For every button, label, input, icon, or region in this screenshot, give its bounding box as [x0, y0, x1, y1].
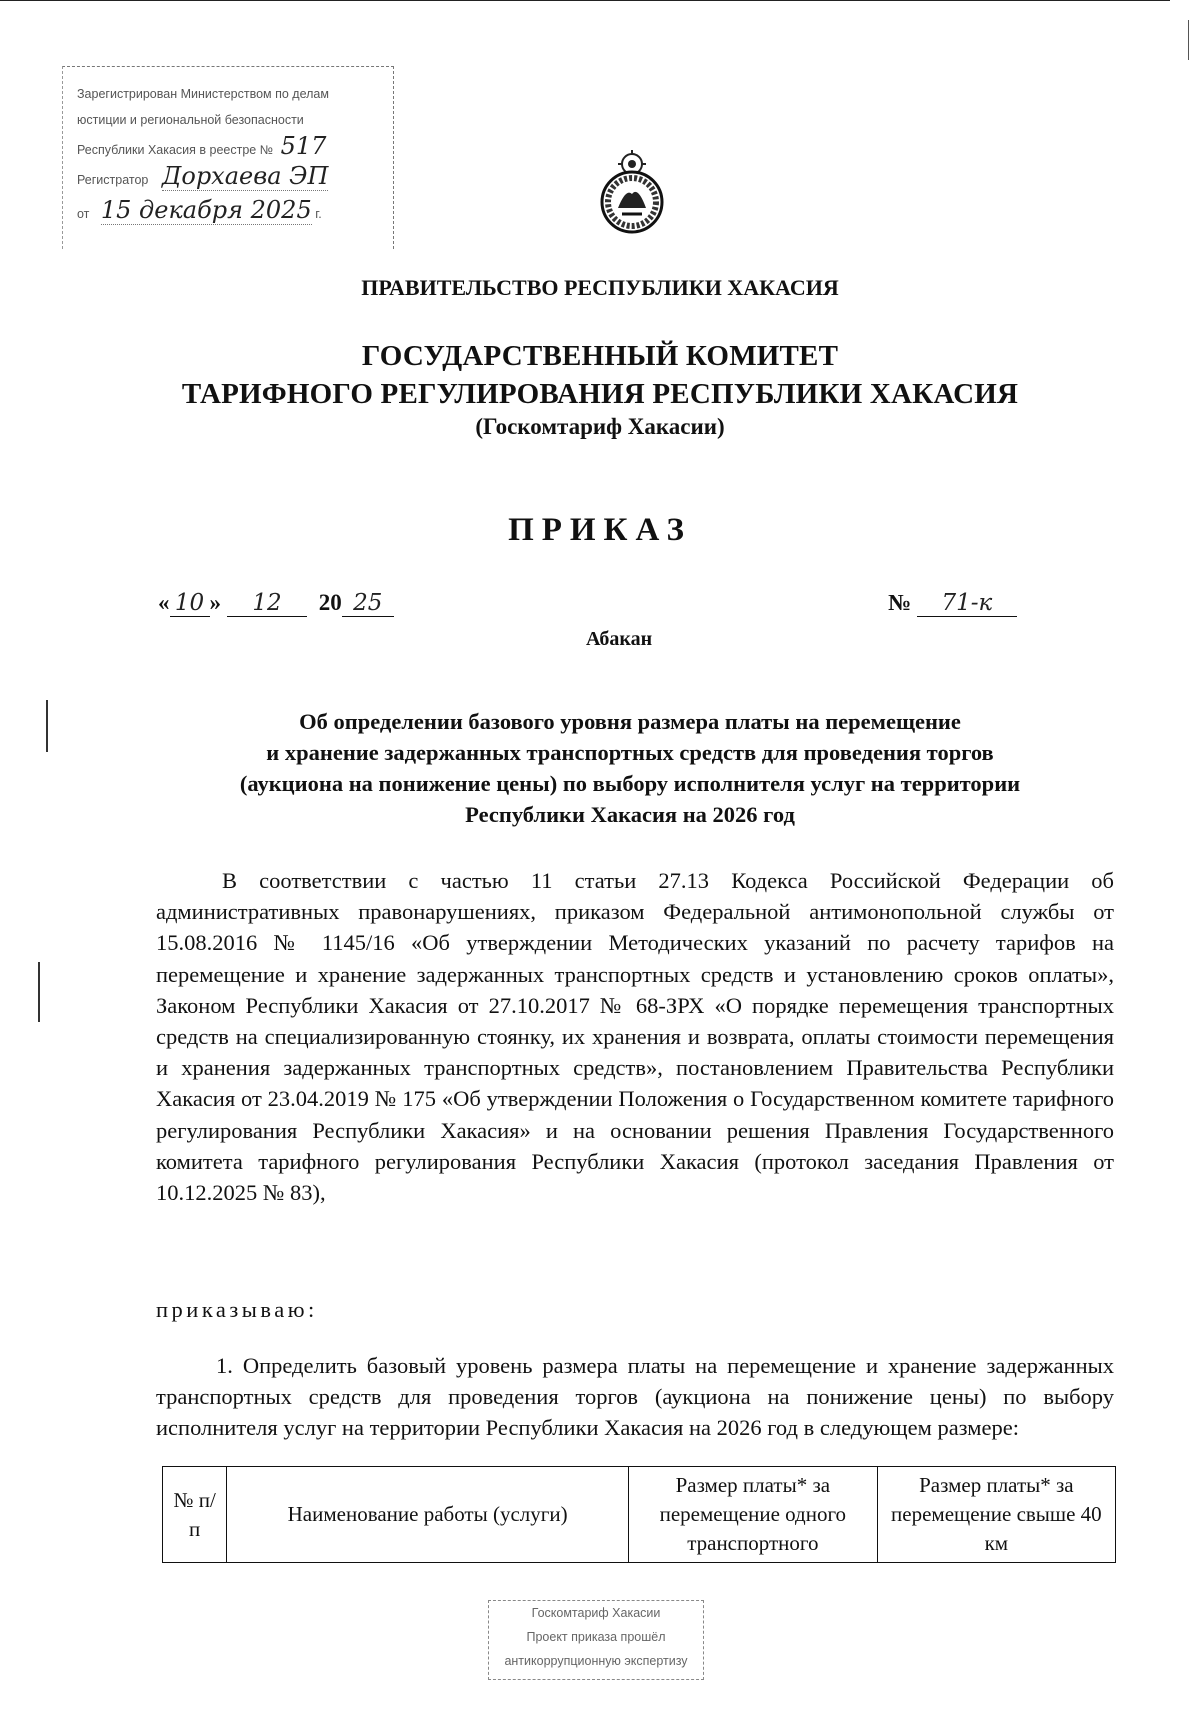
order-year-prefix: 20 [318, 590, 342, 615]
reg-stamp-registry-label: Республики Хакасия в реестре № [77, 143, 274, 157]
date-quote-close: » [209, 590, 221, 615]
date-quote-open: « [158, 590, 170, 615]
subject-line1: Об определении базового уровня размера платы на перемещение [299, 709, 961, 734]
committee-title [0, 337, 1200, 413]
header-move-fee: Размер платы* за перемещение одного транспортного [628, 1467, 877, 1563]
order-city: Абакан [586, 628, 653, 650]
order-number-sign: № [888, 590, 912, 615]
item-1-paragraph: 1. Определить базовый уровень размера платы на перемещение и хранение задержанных транспортных средств для проведения торгов (аукциона на понижение цены) по выбору исполнителя услуг на территории Республики Хакасия на 2026 год в следующем размере: [156, 1353, 1114, 1441]
exp-stamp-line1: Госкомтариф Хакасии [531, 1606, 661, 1620]
orders-word: приказываю: [156, 1297, 318, 1322]
reg-stamp-number: 517 [280, 132, 327, 160]
order-date [158, 590, 394, 617]
exp-stamp-line3: антикоррупционную экспертизу [504, 1654, 688, 1668]
margin-mark [38, 962, 40, 1022]
page-top-edge [0, 0, 1170, 1]
coat-of-arms-icon [596, 150, 668, 240]
order-subject [160, 706, 1100, 830]
subject-line3: (аукциона на понижение цены) по выбору исполнителя услуг на территории [239, 771, 1021, 796]
order-day: 10 [170, 590, 210, 617]
document-type: ПРИКАЗ [508, 512, 692, 548]
header-number: № п/п [163, 1467, 227, 1563]
reg-stamp-line3 [77, 133, 326, 163]
reg-stamp-line5 [77, 197, 322, 227]
table-header-row [163, 1467, 1116, 1563]
reg-stamp-registrar-signature: Дорхаева ЭП [161, 162, 329, 190]
reg-stamp-line2: юстиции и региональной безопасности [77, 113, 304, 127]
committee-short-name: (Госкомтариф Хакасии) [475, 414, 725, 439]
page-right-edge [1188, 20, 1189, 60]
reg-stamp-registrar-label: Регистратор [77, 173, 149, 187]
order-number-value: 71-к [917, 590, 1017, 617]
committee-title-line2: ТАРИФНОГО РЕГУЛИРОВАНИЯ РЕСПУБЛИКИ ХАКАСИЯ [181, 378, 1019, 410]
reg-stamp-year-suffix: г. [315, 207, 322, 221]
subject-line2: и хранение задержанных транспортных средств для проведения торгов [266, 740, 994, 765]
reg-stamp-line4 [77, 163, 328, 193]
preamble-paragraph: В соответствии с частью 11 статьи 27.13 Кодекса Российской Федерации об административных правонарушениях, приказом Федеральной антимонопольной службы от 15.08.2016 № 1145/16 «Об утверждении Методических указаний по расчету тарифов на перемещение и хранение задержанных транспортных средств и установлению сроков оплаты», Законом Республики Хакасия от 27.10.2017 № 68-ЗРХ «О порядке перемещения транспортных средств на специализированную стоянку, их хранения и возврата, оплаты стоимости перемещения и хранения задержанных транспортных средств», постановлением Правительства Республики Хакасия от 23.04.2019 № 175 «Об утверждении Положения о Государственном комитете тарифного регулирования Республики Хакасия» и на основании решения Правления Государственного комитета тарифного регулирования Республики Хакасия (протокол заседания Правления от 10.12.2025 № 83), [156, 868, 1114, 1206]
exp-stamp-line2: Проект приказа прошёл [526, 1630, 666, 1644]
government-title: ПРАВИТЕЛЬСТВО РЕСПУБЛИКИ ХАКАСИЯ [361, 275, 839, 300]
header-move-fee-over-40km: Размер платы* за перемещение свыше 40 км [877, 1467, 1115, 1563]
registration-stamp [62, 66, 394, 249]
order-year-suffix: 25 [342, 590, 394, 617]
reg-stamp-date: 15 декабря 2025 [100, 196, 312, 224]
committee-title-line1: ГОСУДАРСТВЕННЫЙ КОМИТЕТ [361, 340, 839, 372]
reg-stamp-line1: Зарегистрирован Министерством по делам [77, 87, 329, 101]
order-month: 12 [227, 590, 307, 617]
order-number [888, 590, 1017, 617]
margin-mark [46, 700, 48, 752]
anticorruption-stamp [488, 1600, 704, 1680]
header-service-name: Наименование работы (услуги) [227, 1467, 629, 1563]
reg-stamp-from-label: от [77, 207, 90, 221]
fees-table [162, 1466, 1116, 1563]
subject-line4: Республики Хакасия на 2026 год [465, 802, 795, 827]
